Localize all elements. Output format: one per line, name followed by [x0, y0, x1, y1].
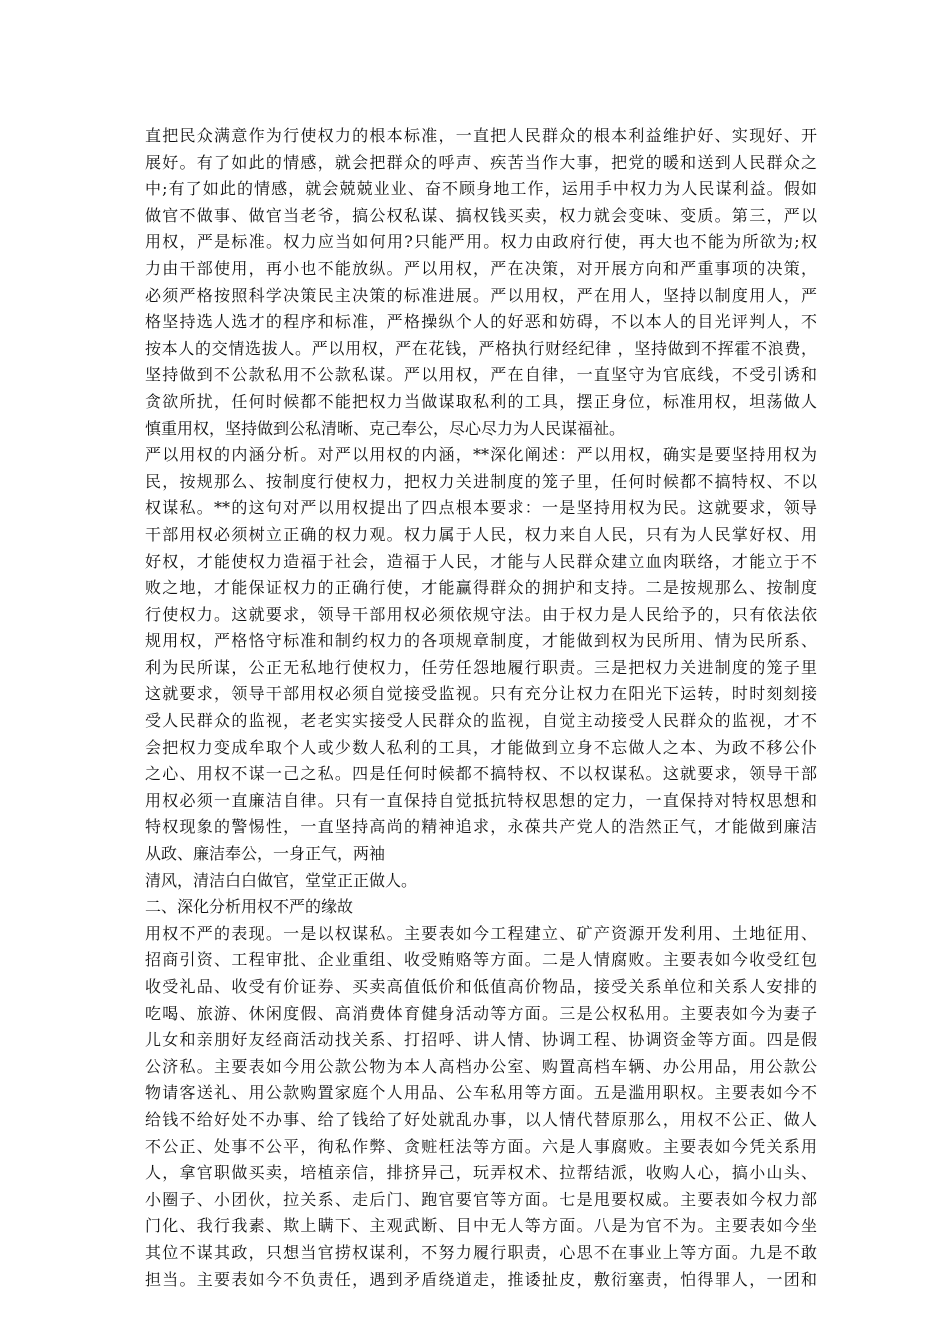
text-line: 展好。有了如此的情感，就会把群众的呼声、疾苦当作大事，把党的暖和送到人民群众之: [145, 152, 817, 172]
document-body: [145, 123, 817, 1293]
text-line: 严以用权的内涵分析。对严以用权的内涵，**深化阐述：严以用权，确实是要坚持用权为: [145, 445, 817, 465]
text-line: 担当。主要表如今不负责任，遇到矛盾绕道走，推诿扯皮，敷衍塞责，怕得罪人，一团和: [145, 1269, 817, 1289]
text-line: 按本人的交情选拔人。严以用权，严在花钱，严格执行财经纪律 ，坚持做到不挥霍不浪费，: [145, 338, 817, 358]
text-line: 力由干部使用，再小也不能放纵。严以用权，严在决策，对开展方向和严重事项的决策，: [145, 258, 817, 278]
text-line: 小圈子、小团伙，拉关系、走后门、跑官要官等方面。七是甩要权威。主要表如今权力部: [145, 1189, 817, 1209]
text-line: 清风，清洁白白做官，堂堂正正做人。: [145, 870, 418, 890]
text-line: 直把民众满意作为行使权力的根本标准，一直把人民群众的根本利益维护好、实现好、开: [145, 126, 817, 145]
text-line: 物请客送礼、用公款购置家庭个人用品、公车私用等方面。五是滥用职权。主要表如今不: [145, 1083, 817, 1103]
text-line: 权谋私。**的这句对严以用权提出了四点根本要求：一是坚持用权为民。这就要求，领导: [145, 498, 817, 518]
text-line: 民，按规那么、按制度行使权力，把权力关进制度的笼子里，任何时候都不搞特权、不以: [145, 471, 817, 491]
text-line: 败之地，才能保证权力的正确行使，才能赢得群众的拥护和支持。二是按规那么、按制度: [145, 578, 817, 598]
text-line: 贪欲所扰，任何时候都不能把权力当做谋取私利的工具，摆正身位，标准用权，坦荡做人: [145, 391, 817, 411]
text-line: 受人民群众的监视，老老实实接受人民群众的监视，自觉主动接受人民群众的监视，才不: [145, 711, 817, 731]
text-line: 规用权，严格恪守标准和制约权力的各项规章制度，才能做到权为民所用、情为民所系、: [145, 631, 817, 651]
text-line: 特权现象的警惕性，一直坚持高尚的精神追求，永葆共产党人的浩然正气，才能做到廉洁: [145, 817, 817, 837]
text-line: 吃喝、旅游、休闲度假、高消费体育健身活动等方面。三是公权私用。主要表如今为妻子: [145, 1003, 817, 1023]
text-line: 公济私。主要表如今用公款公物为本人高档办公室、购置高档车辆、办公用品，用公款公: [145, 1056, 817, 1076]
text-line: 其位不谋其政，只想当官捞权谋利，不努力履行职责，心思不在事业上等方面。九是不敢: [145, 1242, 817, 1262]
text-line: 利为民所谋，公正无私地行使权力，任劳任怨地履行职责。三是把权力关进制度的笼子里: [145, 657, 817, 677]
text-line: 做官不做事、做官当老爷，搞公权私谋、搞权钱买卖，权力就会变味、变质。第三，严以: [145, 205, 817, 225]
text-line: 慎重用权，坚持做到公私清晰、克己奉公，尽心尽力为人民谋福祉。: [145, 418, 626, 438]
text-line: 行使权力。这就要求，领导干部用权必须依规守法。由于权力是人民给予的，只有依法依: [145, 604, 817, 624]
text-line: 中;有了如此的情感，就会兢兢业业、奋不顾身地工作，运用手中权力为人民谋利益。假如: [145, 179, 817, 199]
text-line: 会把权力变成牟取个人或少数人私利的工具，才能做到立身不忘做人之本、为政不移公仆: [145, 737, 817, 757]
text-line: 收受礼品、收受有价证券、买卖高值低价和低值高价物品，接受关系单位和关系人安排的: [145, 977, 817, 996]
text-line: 用权必须一直廉洁自律。只有一直保持自觉抵抗特权思想的定力，一直保持对特权思想和: [145, 790, 817, 810]
text-line: 人，拿官职做买卖，培植亲信，排挤异己，玩弄权术、拉帮结派，收购人心，搞小山头、: [145, 1163, 817, 1183]
text-line: 干部用权必须树立正确的权力观。权力属于人民，权力来自人民，只有为人民掌好权、用: [145, 524, 817, 544]
text-line: 坚持做到不公款私用不公款私谋。严以用权，严在自律，一直坚守为官底线，不受引诱和: [145, 365, 817, 385]
text-line: 从政、廉洁奉公，一身正气，两袖: [145, 844, 386, 864]
text-line: 给钱不给好处不办事、给了钱给了好处就乱办事，以人情代替原那么，用权不公正、做人: [145, 1109, 817, 1129]
text-line: 好权，才能使权力造福于社会，造福于人民，才能与人民群众建立血肉联络，才能立于不: [145, 551, 817, 571]
text-line: 儿女和亲朋好友经商活动找关系、打招呼、讲人情、协调工程、协调资金等方面。四是假: [145, 1030, 817, 1050]
text-line: 招商引资、工程审批、企业重组、收受贿赂等方面。二是人情腐败。主要表如今收受红包: [145, 950, 817, 970]
text-line: 之心、用权不谋一己之私。四是任何时候都不搞特权、不以权谋私。这就要求，领导干部: [145, 764, 817, 784]
text-line: 用权，严是标准。权力应当如何用?只能严用。权力由政府行使，再大也不能为所欲为;权: [145, 232, 817, 252]
text-line: 这就要求，领导干部用权必须自觉接受监视。只有充分让权力在阳光下运转，时时刻刻接: [145, 684, 817, 704]
text-line: 必须严格按照科学决策民主决策的标准进展。严以用权，严在用人，坚持以制度用人，严: [145, 285, 817, 305]
text-line: 格坚持选人选才的程序和标准，严格操纵个人的好恶和妨碍，不以本人的目光评判人，不: [145, 312, 817, 332]
text-line: 门化、我行我素、欺上瞒下、主观武断、目中无人等方面。八是为官不为。主要表如今坐: [145, 1216, 817, 1236]
text-line: 用权不严的表现。一是以权谋私。主要表如今工程建立、矿产资源开发利用、土地征用、: [145, 923, 817, 943]
text-line: 不公正、处事不公平，徇私作弊、贪赃枉法等方面。六是人事腐败。主要表如今凭关系用: [145, 1136, 817, 1156]
text-line: 二、深化分析用权不严的缘故: [145, 897, 354, 917]
